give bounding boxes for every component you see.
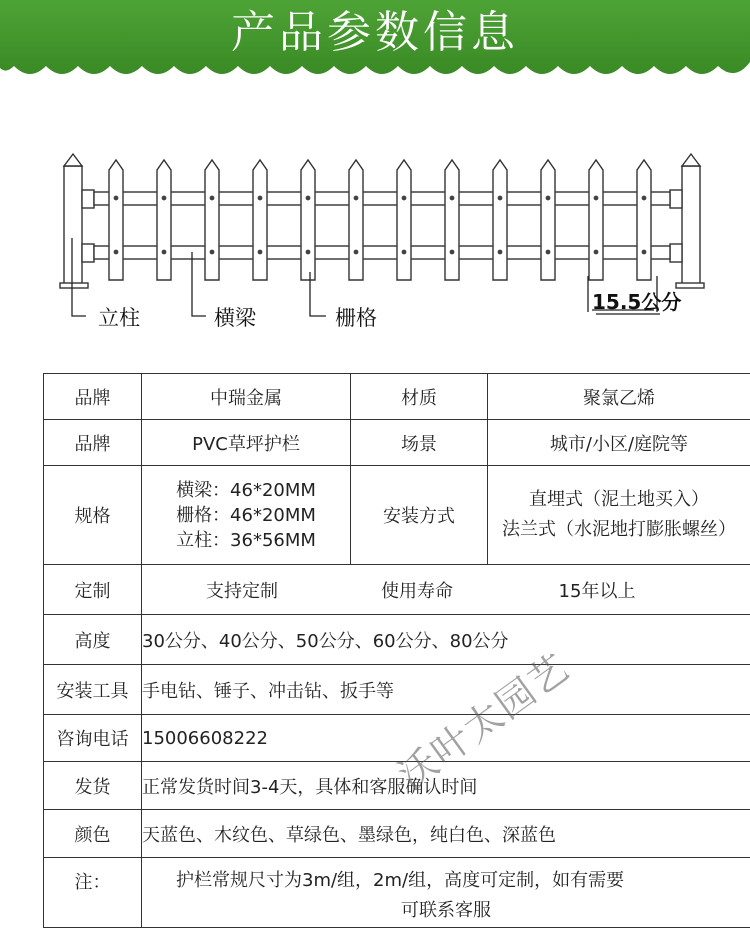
install-direct: 直埋式（泥土地买入）	[529, 489, 709, 510]
cell-value: PVC草坪护栏	[142, 420, 351, 466]
cell-value: 天蓝色、木纹色、草绿色、墨绿色，纯白色、深蓝色	[142, 810, 750, 858]
label-picket: 栅格	[335, 306, 377, 330]
cell-label: 高度	[44, 615, 142, 665]
install-flange: 法兰式（水泥地打膨胀螺丝）	[502, 519, 736, 540]
spec-table	[43, 373, 750, 928]
left-post-cap	[64, 154, 82, 166]
cell-value: 城市/小区/庭院等	[488, 420, 750, 466]
lifespan-label: 使用寿命	[381, 580, 453, 602]
table-row	[44, 466, 750, 565]
fence-diagram	[0, 140, 750, 350]
bracket	[82, 190, 94, 208]
table-row	[44, 762, 750, 810]
table-row	[44, 665, 750, 715]
note-line-1: 护栏常规尺寸为3m/组，2m/组，高度可定制，如有需要	[176, 870, 625, 891]
watermark: 沃叶太园艺	[390, 644, 578, 798]
right-post	[682, 166, 700, 284]
table-row	[44, 715, 750, 762]
cell-value: 手电钻、锤子、冲击钻、扳手等	[142, 665, 750, 715]
cell-value: 正常发货时间3-4天，具体和客服确认时间	[142, 762, 750, 810]
cell-label: 安装方式	[351, 466, 488, 565]
lifespan-value: 15年以上	[558, 580, 636, 602]
table-row	[44, 420, 750, 466]
cell-note	[142, 858, 750, 928]
cell-label: 发货	[44, 762, 142, 810]
top-rail	[94, 192, 670, 205]
bottom-rail	[94, 246, 670, 259]
table-row	[44, 858, 750, 928]
note-line-2: 可联系客服	[401, 900, 491, 921]
bracket	[670, 244, 682, 262]
label-post: 立柱	[98, 306, 140, 330]
cell-label: 材质	[351, 374, 488, 420]
table-row	[44, 565, 750, 615]
left-post	[64, 166, 82, 284]
spec-beam: 横梁：46*20MM	[176, 479, 316, 501]
cell-install-list	[488, 466, 750, 565]
cell-value	[142, 565, 750, 615]
cell-label: 注：	[44, 858, 142, 928]
cell-label: 颜色	[44, 810, 142, 858]
cell-spec-list	[142, 466, 351, 565]
cell-label: 规格	[44, 466, 142, 565]
spec-picket: 栅格：46*20MM	[176, 504, 316, 526]
table-row	[44, 810, 750, 858]
right-post-cap	[682, 154, 700, 166]
spec-post: 立柱：36*56MM	[176, 529, 316, 551]
cell-value: 30公分、40公分、50公分、60公分、80公分	[142, 615, 750, 665]
table-row	[44, 615, 750, 665]
cell-label: 定制	[44, 565, 142, 615]
cell-label: 咨询电话	[44, 715, 142, 762]
label-beam: 横梁	[214, 306, 256, 330]
cell-label: 安装工具	[44, 665, 142, 715]
page-title: 产品参数信息	[231, 7, 519, 58]
left-post-base	[60, 283, 88, 288]
custom-value: 支持定制	[206, 580, 278, 602]
cell-label: 品牌	[44, 420, 142, 466]
cell-value: 聚氯乙烯	[488, 374, 750, 420]
bracket	[670, 190, 682, 208]
table-row	[44, 374, 750, 420]
pickets	[109, 160, 651, 280]
header-banner	[0, 0, 750, 82]
dimension-label: 15.5公分	[592, 290, 682, 314]
cell-label: 场景	[351, 420, 488, 466]
cell-label: 品牌	[44, 374, 142, 420]
bracket	[82, 244, 94, 262]
phone-value: 15006608222	[142, 715, 750, 762]
cell-value: 中瑞金属	[142, 374, 351, 420]
